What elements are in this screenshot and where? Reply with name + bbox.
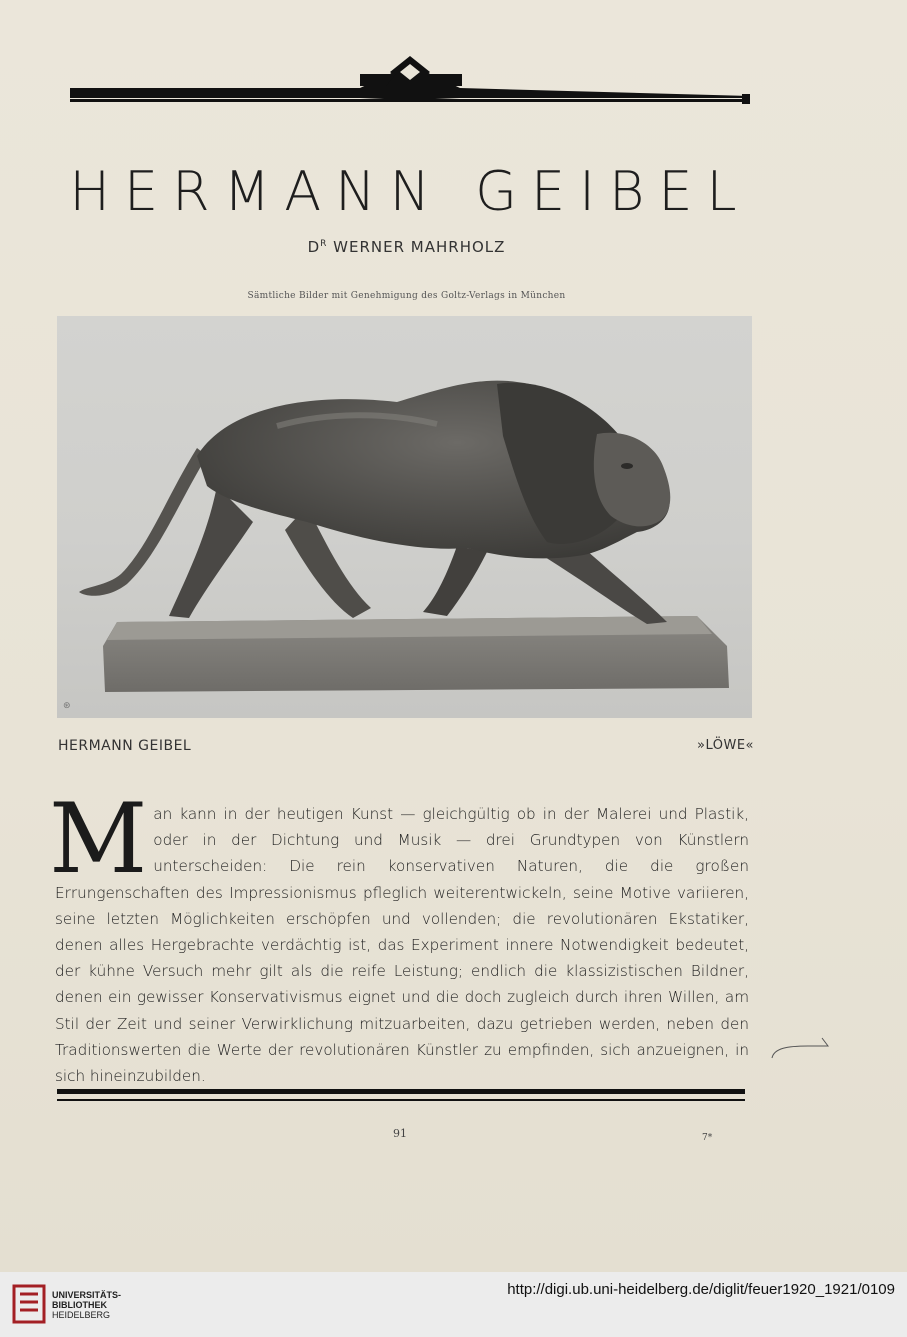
author-prefix: D xyxy=(307,238,321,256)
author-name: WERNER MAHRHOLZ xyxy=(333,238,506,256)
permalink-url[interactable]: http://digi.ub.uni-heidelberg.de/diglit/feuer1920_1921/0109 xyxy=(507,1281,895,1298)
signature-mark: 7* xyxy=(702,1133,713,1143)
article-body xyxy=(49,783,749,1089)
library-logo-line3: HEIDELBERG xyxy=(52,1310,111,1320)
article-text: an kann in der heutigen Kunst — gleichgültig ob in der Malerei und Plastik, oder in der Dichtung und Musik — drei Grundtypen von Künstlern unterscheiden: Die rein konservativen Naturen, die die großen Errungenschaften des Impressionismus pfleglich weiterentwickeln, seine Motive variieren, seine letzten Möglichkeiten erschöpfen und vollenden; die revolutionären Ekstatiker, denen alles Hergebrachte verdächtig ist, das Experiment innere Notwendigkeit bedeutet, der kühne Versuch mehr gilt als die reife Leistung; endlich die klassizistischen Bildner, denen ein gewisser Konservativismus eignet und die doch zugleich durch ihren Willen, am Stil der Zeit und seiner Verwirklichung mitzuarbeiten, dazu getrieben werden, neben den Traditionswerten die Werte der revolutionären Künstler zu empfinden, sich anzueignen, in sich hineinzubilden. xyxy=(55,805,749,1086)
margin-pencil-mark xyxy=(768,1030,838,1060)
library-logo-text[interactable] xyxy=(52,1290,121,1320)
article-author xyxy=(0,238,813,256)
page-number: 91 xyxy=(393,1127,407,1140)
library-logo-icon[interactable] xyxy=(12,1284,46,1324)
drop-cap: M xyxy=(49,783,148,895)
figure-caption-title: »LÖWE« xyxy=(697,738,754,753)
header-ornament xyxy=(70,52,750,108)
lion-sculpture-photo xyxy=(57,316,752,718)
svg-text:⊛: ⊛ xyxy=(63,701,71,711)
article-title: HERMANN GEIBEL xyxy=(69,160,751,223)
footer-rule-thin xyxy=(57,1099,745,1101)
footer-rule-thick xyxy=(57,1089,745,1094)
library-logo-line1: UNIVERSITÄTS- xyxy=(52,1290,122,1300)
image-credit: Sämtliche Bilder mit Genehmigung des Goltz-Verlags in München xyxy=(247,291,566,301)
author-prefix-sup: R xyxy=(320,239,328,249)
library-logo-line2: BIBLIOTHEK xyxy=(52,1300,107,1310)
lion-sculpture-illustration xyxy=(57,316,752,718)
figure-caption-artist: HERMANN GEIBEL xyxy=(58,738,192,754)
